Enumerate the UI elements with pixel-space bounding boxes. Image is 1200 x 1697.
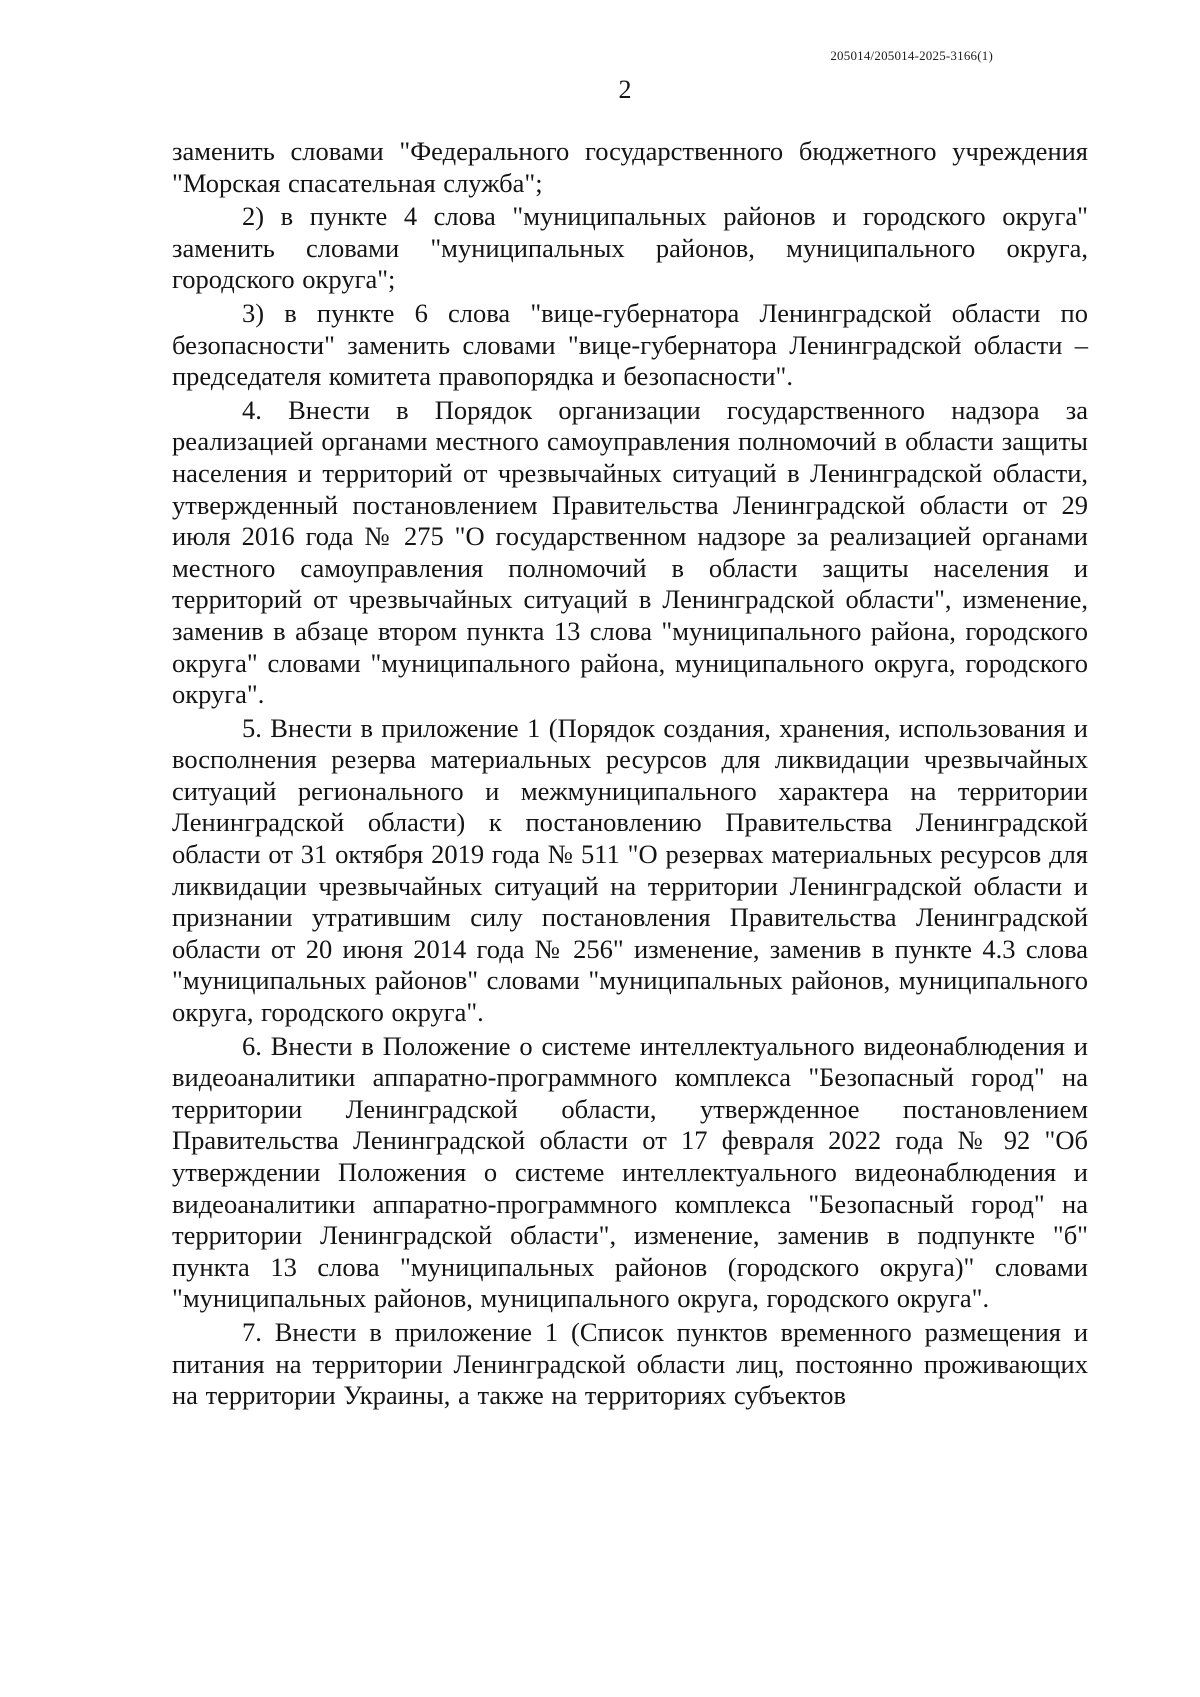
document-id: 205014/205014-2025-3166(1) <box>830 48 993 63</box>
paragraph-subitem-2: 2) в пункте 4 слова "муниципальных районов и городского округа" заменить словами "муниципальных районов, муниципального округа, городского округа"; <box>172 201 1088 295</box>
paragraph-item-7: 7. Внести в приложение 1 (Список пунктов временного размещения и питания на территории Ленинградской области лиц, постоянно проживающих на территории Украины, а также на территориях субъектов <box>172 1316 1088 1411</box>
page-number: 2 <box>618 75 632 104</box>
paragraph-continuation: заменить словами "Федерального государственного бюджетного учреждения "Морская спасательная служба"; <box>172 136 1088 198</box>
paragraph-item-4: 4. Внести в Порядок организации государственного надзора за реализацией органами местного самоуправления полномочий в области защиты населения и территорий от чрезвычайных ситуаций в Ленинградской области, утвержденный постановлением Правительства Ленинградской области от 29 июля 2016 года № 275 "О государственном надзоре за реализацией органами местного самоуправления полномочий в области защиты населения и территорий от чрезвычайных ситуаций в Ленинградской области", изменение, заменив в абзаце втором пункта 13 слова "муниципального района, городского округа" словами "муниципального района, муниципального округа, городского округа". <box>172 394 1088 710</box>
paragraph-item-5: 5. Внести в приложение 1 (Порядок создания, хранения, использования и восполнения резерва материальных ресурсов для ликвидации чрезвычайных ситуаций регионального и межмуниципального характера на территории Ленинградской области) к постановлению Правительства Ленинградской области от 31 октября 2019 года № 511 "О резервах материальных ресурсов для ликвидации чрезвычайных ситуаций на территории Ленинградской области и признании утратившим силу постановления Правительства Ленинградской области от 20 июня 2014 года № 256" изменение, заменив в пункте 4.3 слова "муниципальных районов" словами "муниципальных районов, муниципального округа, городского округа". <box>172 712 1088 1028</box>
document-body <box>172 136 1088 1414</box>
paragraph-item-6: 6. Внести в Положение о системе интеллектуального видеонаблюдения и видеоаналитики аппаратно-программного комплекса "Безопасный город" на территории Ленинградской области, утвержденное постановлением Правительства Ленинградской области от 17 февраля 2022 года № 92 "Об утверждении Положения о системе интеллектуального видеонаблюдения и видеоаналитики аппаратно-программного комплекса "Безопасный город" на территории Ленинградской области", изменение, заменив в подпункте "б" пункта 13 слова "муниципальных районов (городского округа)" словами "муниципальных районов, муниципального округа, городского округа". <box>172 1030 1088 1314</box>
paragraph-subitem-3: 3) в пункте 6 слова "вице-губернатора Ленинградской области по безопасности" заменить словами "вице-губернатора Ленинградской области – председателя комитета правопорядка и безопасности". <box>172 297 1088 392</box>
